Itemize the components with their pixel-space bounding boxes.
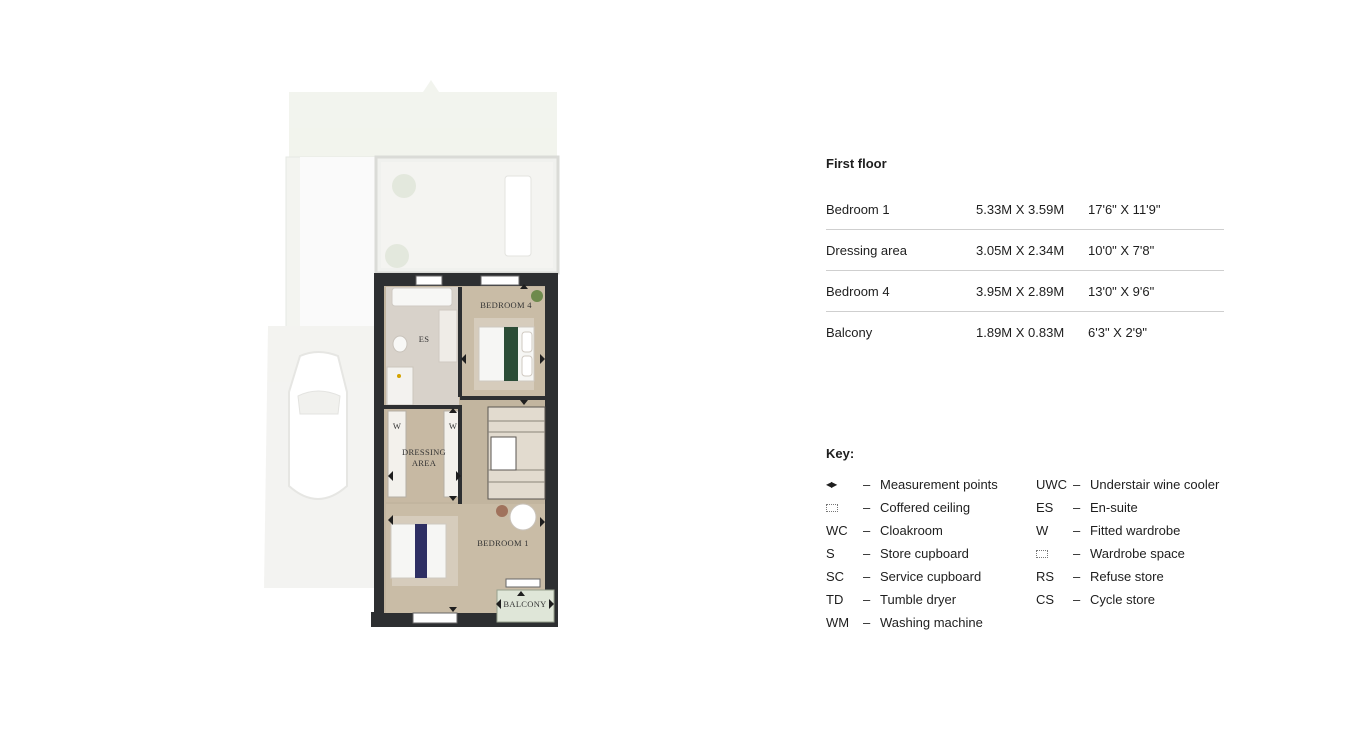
vanity-icon: [439, 310, 457, 362]
key-item: RS – Refuse store: [1036, 569, 1164, 584]
room-metric: 3.95M X 2.89M: [976, 283, 1065, 299]
room-metric: 3.05M X 2.34M: [976, 242, 1065, 258]
key-item: WC – Cloakroom: [826, 523, 943, 538]
key-item: W – Fitted wardrobe: [1036, 523, 1181, 538]
room-row: [826, 312, 1224, 352]
car-icon: [289, 352, 347, 499]
key-column-right: [1036, 473, 1246, 634]
table-icon: [510, 504, 536, 530]
label-wardrobe-right: W: [448, 421, 458, 431]
room-name: Balcony: [826, 324, 873, 340]
key-item: UWC – Understair wine cooler: [1036, 477, 1220, 492]
room-dimensions: [826, 156, 1224, 352]
key-item: WM – Washing machine: [826, 615, 983, 630]
key-item: CS – Cycle store: [1036, 592, 1156, 607]
toilet-icon: [393, 336, 407, 352]
key-legend: [826, 446, 1246, 634]
room-imperial: 17'6" X 11'9": [1088, 201, 1161, 217]
room-imperial: 6'3" X 2'9": [1088, 324, 1148, 340]
key-item: TD – Tumble dryer: [826, 592, 957, 607]
floor-title: First floor: [826, 156, 887, 171]
room-imperial: 13'0" X 9'6": [1088, 283, 1155, 299]
label-balcony: BALCONY: [503, 599, 547, 609]
key-item: ◀▶ – Measurement points: [826, 477, 998, 492]
room-row: [826, 271, 1224, 312]
measurement-arrows-icon: ◀▶: [826, 480, 837, 489]
key-item: S – Store cupboard: [826, 546, 969, 561]
room-name: Bedroom 4: [826, 283, 890, 299]
room-metric: 1.89M X 0.83M: [976, 324, 1065, 340]
key-item: SC – Service cupboard: [826, 569, 982, 584]
label-ensuite: ES: [418, 334, 430, 344]
room-name: Bedroom 1: [826, 201, 890, 217]
room-imperial: 10'0" X 7'8": [1088, 242, 1155, 258]
label-wardrobe-left: W: [392, 421, 402, 431]
label-bedroom4: BEDROOM 4: [480, 300, 532, 310]
label-dressing-area: AREA: [411, 458, 437, 468]
key-item: – Coffered ceiling: [826, 496, 1036, 519]
label-bedroom1: BEDROOM 1: [477, 538, 529, 548]
room-name: Dressing area: [826, 242, 907, 258]
key-item: ES – En-suite: [1036, 500, 1138, 515]
chair-icon: [496, 505, 508, 517]
label-dressing: DRESSING: [402, 447, 446, 457]
key-column-left: [826, 473, 1036, 634]
room-row: [826, 230, 1224, 271]
room-row: [826, 189, 1224, 230]
dotted-box-icon: [1036, 550, 1073, 558]
room-metric: 5.33M X 3.59M: [976, 201, 1065, 217]
key-item: – Wardrobe space: [1036, 542, 1246, 565]
shower-icon: [387, 367, 413, 405]
key-title: Key:: [826, 446, 855, 461]
bath-icon: [392, 288, 452, 306]
dotted-box-icon: [826, 504, 863, 512]
